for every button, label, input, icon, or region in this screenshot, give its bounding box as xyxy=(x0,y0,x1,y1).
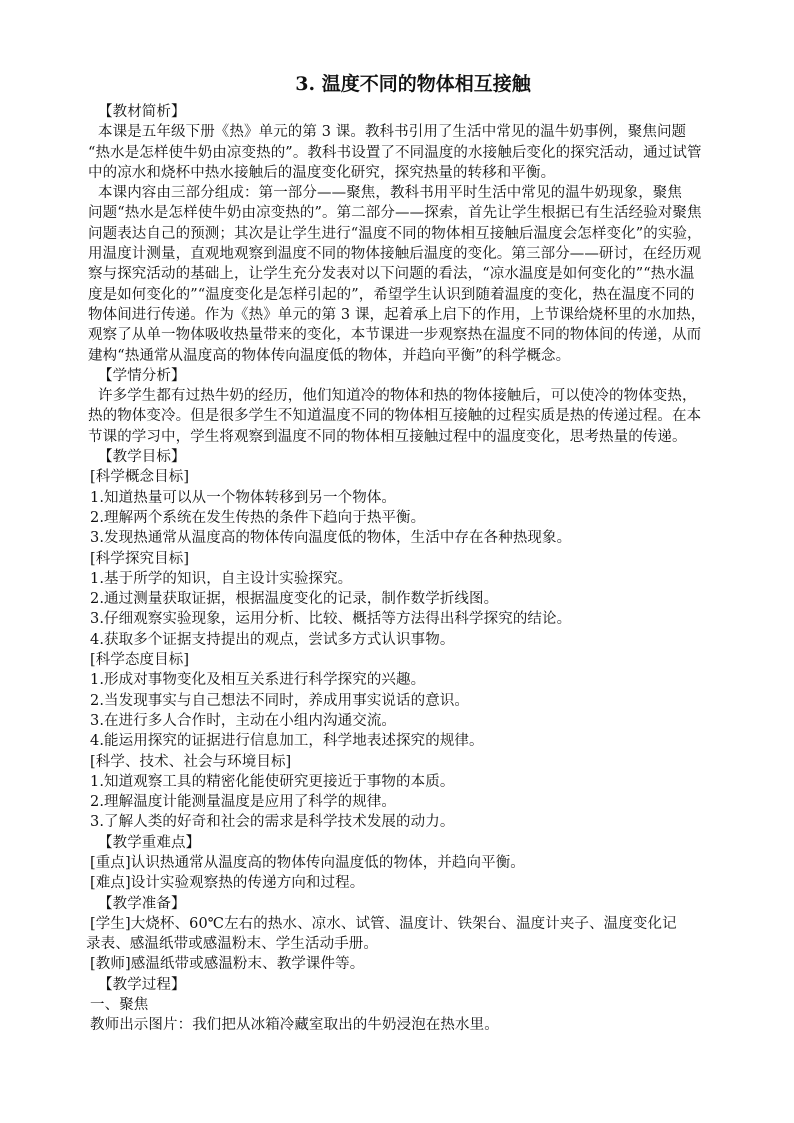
objective-item: 1.知道观察工具的精密化能使研究更接近于事物的本质。 xyxy=(90,773,455,790)
process-line: 教师出示图片：我们把从冰箱冷藏室取出的牛奶浸泡在热水里。 xyxy=(90,1017,499,1034)
paragraph-line: 许多学生都有过热牛奶的经历，他们知道冷的物体和热的物体接触后，可以使冷的物体变热， xyxy=(98,388,697,405)
section-heading-preparation: 【教学准备】 xyxy=(98,895,186,912)
section-heading-learner-analysis: 【学情分析】 xyxy=(98,367,186,384)
objective-item: 3.在进行多人合作时，主动在小组内沟通交流。 xyxy=(90,712,397,729)
paragraph-line: 本课内容由三部分组成：第一部分——聚焦，教科书用平时生活中常见的温牛奶现象，聚焦 xyxy=(98,185,682,202)
process-subheading: 一、聚焦 xyxy=(90,997,149,1014)
objective-item: 4.获取多个证据支持提出的观点，尝试多方式认识事物。 xyxy=(90,631,455,648)
objective-item: 4.能运用探究的证据进行信息加工，科学地表述探究的规律。 xyxy=(90,733,484,750)
objective-item: 2.理解两个系统在发生传热的条件下趋向于热平衡。 xyxy=(90,509,426,526)
paragraph-line: 察与探究活动的基础上，让学生充分发表对以下问题的看法，“凉水温度是如何变化的”“热水温 xyxy=(88,266,695,283)
objective-item: 1.知道热量可以从一个物体转移到另一个物体。 xyxy=(90,489,397,506)
objective-group-title: [科学、技术、社会与环境目标] xyxy=(90,753,292,770)
section-heading-objectives: 【教学目标】 xyxy=(98,449,186,466)
paragraph-line: 建构“热通常从温度高的物体传向温度低的物体，并趋向平衡”的科学概念。 xyxy=(88,347,571,364)
paragraph-line: 本课是五年级下册《热》单元的第 3 课。教科书引用了生活中常见的温牛奶事例，聚焦问题 xyxy=(98,124,687,141)
objective-item: 3.了解人类的好奇和社会的需求是科学技术发展的动力。 xyxy=(90,814,455,831)
section-heading-key-points: 【教学重难点】 xyxy=(98,834,201,851)
objective-item: 2.通过测量获取证据，根据温度变化的记录，制作数学折线图。 xyxy=(90,591,499,608)
paragraph-line: 物体间进行传递。作为《热》单元的第 3 课，起着承上启下的作用，上节课给烧杯里的水加热， xyxy=(88,306,706,323)
objective-group-title: [科学概念目标] xyxy=(90,469,190,486)
objective-item: 3.发现热通常从温度高的物体传向温度低的物体，生活中存在各种热现象。 xyxy=(90,530,572,547)
paragraph-line: 度是如何变化的”“温度变化是怎样引起的”，希望学生认识到随着温度的变化，热在温度不同的 xyxy=(88,286,695,303)
objective-item: 1.形成对事物变化及相互关系进行科学探究的兴趣。 xyxy=(90,672,426,689)
paragraph-line: 热的物体变冷。但是很多学生不知道温度不同的物体相互接触的过程实质是热的传递过程。在本 xyxy=(88,408,702,425)
paragraph-line: “热水是怎样使牛奶由凉变热的”。教科书设置了不同温度的水接触后变化的探究活动，通过试管 xyxy=(88,144,702,161)
section-heading-textbook-analysis: 【教材简析】 xyxy=(98,104,186,120)
objective-item: 2.当发现事实与自己想法不同时，养成用事实说话的意识。 xyxy=(90,692,470,709)
preparation-line: [学生]大烧杯、60℃左右的热水、凉水、试管、温度计、铁架台、温度计夹子、温度变化记 xyxy=(90,915,677,932)
objective-item: 1.基于所学的知识，自主设计实验探究。 xyxy=(90,570,353,587)
objective-item: 2.理解温度计能测量温度是应用了科学的规律。 xyxy=(90,794,397,811)
document-title: 3. 温度不同的物体相互接触 xyxy=(295,73,531,95)
objective-group-title: [科学态度目标] xyxy=(90,652,190,669)
paragraph-line: 问题“热水是怎样使牛奶由凉变热的”。第二部分——探索，首先让学生根据已有生活经验对聚焦 xyxy=(88,205,702,222)
objective-item: 3.仔细观察实验现象，运用分析、比较、概括等方法得出科学探究的结论。 xyxy=(90,611,572,628)
paragraph-line: 中的凉水和烧杯中热水接触后的温度变化研究，探究热量的转移和平衡。 xyxy=(88,164,556,181)
section-heading-process: 【教学过程】 xyxy=(98,976,186,993)
paragraph-line: 节课的学习中，学生将观察到温度不同的物体相互接触过程中的温度变化，思考热量的传递。 xyxy=(88,428,687,445)
key-point-line: [重点]认识热通常从温度高的物体传向温度低的物体，并趋向平衡。 xyxy=(90,854,525,871)
paragraph-line: 用温度计测量，直观地观察到温度不同的物体接触后温度的变化。第三部分——研讨，在经历观 xyxy=(88,246,702,263)
key-point-line: [难点]设计实验观察热的传递方向和过程。 xyxy=(90,875,365,892)
preparation-line: [教师]感温纸带或感温粉末、教学课件等。 xyxy=(90,956,365,973)
preparation-line: 录表、感温纸带或感温粉末、学生活动手册。 xyxy=(86,936,378,953)
paragraph-line: 问题表达自己的预测；其次是让学生进行“温度不同的物体相互接触后温度会怎样变化”的实验， xyxy=(88,225,702,242)
objective-group-title: [科学探究目标] xyxy=(90,550,190,567)
paragraph-line: 观察了从单一物体吸收热量带来的变化，本节课进一步观察热在温度不同的物体间的传递，从而 xyxy=(88,327,702,344)
